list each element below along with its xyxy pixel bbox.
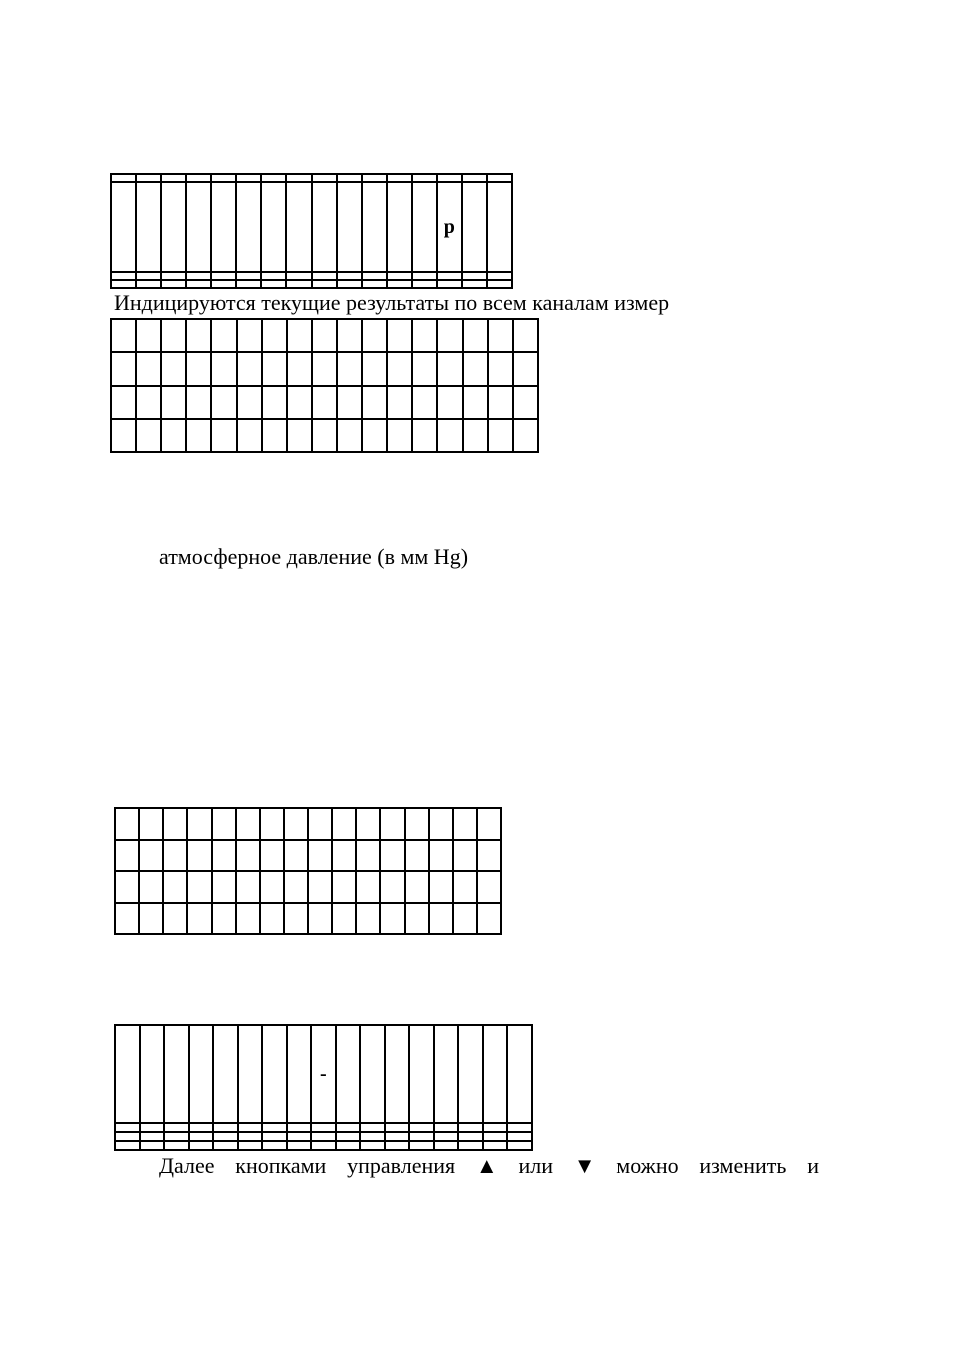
lcd-cell [356, 840, 380, 872]
lcd-cell-char: - [311, 1025, 336, 1123]
lcd-cell [186, 280, 211, 288]
lcd-row [115, 808, 501, 840]
word: изменить [699, 1153, 787, 1178]
lcd-cell [115, 871, 139, 903]
lcd-cell [412, 352, 437, 385]
lcd-cell [380, 808, 404, 840]
lcd-cell [213, 1025, 238, 1123]
lcd-cell [337, 386, 362, 419]
lcd-row [111, 419, 538, 452]
lcd-cell [362, 280, 387, 288]
paragraph-buttons [159, 1153, 819, 1179]
lcd-cell [115, 1132, 140, 1141]
lcd-cell [385, 1132, 410, 1141]
lcd-cell [261, 280, 286, 288]
lcd-cell [212, 903, 236, 935]
lcd-cell [140, 1141, 165, 1150]
lcd-cell [211, 319, 236, 352]
lcd-cell [409, 1025, 434, 1123]
lcd-cell [387, 419, 412, 452]
lcd-cell [136, 280, 161, 288]
lcd-cell [412, 319, 437, 352]
lcd-row [115, 903, 501, 935]
lcd-cell [483, 1025, 508, 1123]
lcd-cell [513, 319, 538, 352]
lcd-cell [312, 352, 337, 385]
lcd-cell [477, 903, 501, 935]
lcd-cell [453, 840, 477, 872]
lcd-cell [284, 808, 308, 840]
lcd-cell [336, 1141, 361, 1150]
lcd-cell [463, 386, 488, 419]
lcd-cell [312, 280, 337, 288]
lcd-cell [437, 319, 462, 352]
lcd-cell [487, 280, 512, 288]
lcd-cell [111, 319, 136, 352]
lcd-cell [236, 903, 260, 935]
lcd-cell [238, 1025, 263, 1123]
lcd-cell [437, 352, 462, 385]
lcd-cell [287, 1132, 312, 1141]
lcd-cell [405, 903, 429, 935]
lcd-cell [356, 808, 380, 840]
lcd-cell [362, 182, 387, 272]
lcd-cell [213, 1123, 238, 1132]
lcd-cell [211, 352, 236, 385]
lcd-cell [360, 1123, 385, 1132]
lcd-cell [311, 1132, 336, 1141]
lcd-cell [260, 871, 284, 903]
lcd-cell [312, 272, 337, 280]
lcd-cell [139, 903, 163, 935]
lcd-cell [260, 903, 284, 935]
lcd-cell [385, 1141, 410, 1150]
lcd-cell [163, 903, 187, 935]
lcd-cell [409, 1141, 434, 1150]
lcd-cell [115, 840, 139, 872]
lcd-cell [360, 1132, 385, 1141]
lcd-cell [236, 808, 260, 840]
lcd-cell [362, 419, 387, 452]
lcd-cell [462, 174, 487, 182]
word: кнопками [235, 1153, 327, 1178]
lcd-cell [362, 319, 387, 352]
lcd-cell [387, 386, 412, 419]
lcd-row [111, 174, 512, 182]
lcd-cell [284, 903, 308, 935]
lcd-cell [477, 840, 501, 872]
lcd-cell [337, 182, 362, 272]
lcd-cell [287, 319, 312, 352]
lcd-cell [312, 419, 337, 452]
lcd-cell [360, 1141, 385, 1150]
lcd-cell [336, 1132, 361, 1141]
lcd-cell [487, 174, 512, 182]
lcd-cell [286, 182, 311, 272]
lcd-cell [111, 280, 136, 288]
lcd-cell [136, 182, 161, 272]
word: ▼ [573, 1153, 596, 1178]
lcd-cell [163, 871, 187, 903]
lcd-cell [462, 182, 487, 272]
lcd-cell [513, 419, 538, 452]
lcd-cell [115, 903, 139, 935]
lcd-cell [332, 903, 356, 935]
lcd-cell [387, 319, 412, 352]
lcd-cell [139, 871, 163, 903]
lcd-cell [312, 386, 337, 419]
lcd-cell [111, 352, 136, 385]
lcd-cell [356, 871, 380, 903]
lcd-cell-char: р [437, 182, 462, 272]
lcd-cell [337, 419, 362, 452]
lcd-cell [161, 352, 186, 385]
lcd-cell [260, 840, 284, 872]
lcd-cell [437, 419, 462, 452]
lcd-cell [507, 1025, 532, 1123]
lcd-cell [380, 903, 404, 935]
lcd-cell [429, 903, 453, 935]
paragraph-indication: Индицируются текущие результаты по всем каналам измер [114, 290, 670, 315]
lcd-cell [362, 272, 387, 280]
lcd-cell [387, 182, 412, 272]
lcd-cell [262, 419, 287, 452]
lcd-cell [380, 871, 404, 903]
lcd-cell [453, 808, 477, 840]
lcd-cell [332, 840, 356, 872]
lcd-cell [161, 272, 186, 280]
lcd-cell [434, 1141, 459, 1150]
lcd-cell [186, 386, 211, 419]
lcd-cell [487, 182, 512, 272]
lcd-cell [139, 840, 163, 872]
lcd-cell [262, 319, 287, 352]
lcd-cell [462, 280, 487, 288]
lcd-cell [387, 352, 412, 385]
lcd-cell [477, 871, 501, 903]
lcd-cell [111, 386, 136, 419]
lcd-cell [236, 840, 260, 872]
lcd-cell [187, 903, 211, 935]
lcd-cell [507, 1123, 532, 1132]
lcd-cell [287, 419, 312, 452]
lcd-cell [287, 352, 312, 385]
lcd-cell [458, 1123, 483, 1132]
lcd-cell [453, 871, 477, 903]
lcd-cell [488, 386, 513, 419]
lcd-cell [488, 419, 513, 452]
lcd-cell [488, 352, 513, 385]
lcd-cell [189, 1025, 214, 1123]
word: и [807, 1153, 819, 1178]
lcd-cell [211, 386, 236, 419]
lcd-row [111, 280, 512, 288]
lcd-cell [405, 871, 429, 903]
lcd-cell [111, 419, 136, 452]
lcd-cell [262, 1025, 287, 1123]
lcd-cell [405, 840, 429, 872]
lcd-cell [483, 1141, 508, 1150]
lcd-cell [211, 182, 236, 272]
lcd-cell [405, 808, 429, 840]
lcd-cell [187, 840, 211, 872]
lcd-cell [261, 182, 286, 272]
lcd-cell [429, 871, 453, 903]
lcd-cell [211, 272, 236, 280]
lcd-cell [111, 272, 136, 280]
lcd-cell [477, 808, 501, 840]
lcd-row [111, 319, 538, 352]
lcd-cell [186, 419, 211, 452]
lcd-cell [409, 1123, 434, 1132]
lcd-cell [308, 840, 332, 872]
lcd-cell [161, 174, 186, 182]
lcd-cell [186, 174, 211, 182]
lcd-row [111, 182, 512, 272]
lcd-cell [136, 386, 161, 419]
lcd-row [115, 1141, 532, 1150]
lcd-cell [387, 280, 412, 288]
lcd-cell [140, 1123, 165, 1132]
lcd-cell [437, 280, 462, 288]
lcd-cell [115, 1123, 140, 1132]
lcd-cell [262, 1141, 287, 1150]
lcd-cell [111, 182, 136, 272]
lcd-cell [387, 174, 412, 182]
lcd-cell [163, 840, 187, 872]
lcd-cell [136, 174, 161, 182]
lcd-cell [136, 419, 161, 452]
lcd-cell [211, 174, 236, 182]
lcd-cell [212, 808, 236, 840]
lcd-cell [260, 808, 284, 840]
lcd-cell [412, 419, 437, 452]
lcd-cell [412, 280, 437, 288]
lcd-cell [237, 319, 262, 352]
lcd-cell [284, 840, 308, 872]
lcd-cell [286, 280, 311, 288]
lcd-cell [487, 272, 512, 280]
lcd-row [111, 272, 512, 280]
lcd-cell [237, 386, 262, 419]
lcd-cell [362, 174, 387, 182]
lcd-cell [312, 182, 337, 272]
lcd-cell [412, 386, 437, 419]
lcd-cell [186, 182, 211, 272]
lcd-cell [453, 903, 477, 935]
lcd-cell [380, 840, 404, 872]
lcd-cell [261, 272, 286, 280]
lcd-cell [437, 174, 462, 182]
lcd-cell [362, 386, 387, 419]
lcd-cell [337, 352, 362, 385]
lcd-cell [287, 1141, 312, 1150]
lcd-grid-2 [110, 318, 539, 453]
lcd-cell [164, 1132, 189, 1141]
lcd-cell [458, 1025, 483, 1123]
lcd-cell [507, 1132, 532, 1141]
lcd-cell [434, 1123, 459, 1132]
lcd-cell [312, 319, 337, 352]
lcd-row [115, 1123, 532, 1132]
lcd-cell [189, 1132, 214, 1141]
lcd-cell [161, 319, 186, 352]
lcd-row [115, 840, 501, 872]
lcd-cell [458, 1141, 483, 1150]
lcd-cell [513, 386, 538, 419]
lcd-cell [161, 182, 186, 272]
word: можно [616, 1153, 679, 1178]
lcd-cell [212, 840, 236, 872]
lcd-cell [412, 182, 437, 272]
lcd-cell [287, 1123, 312, 1132]
lcd-cell [161, 280, 186, 288]
lcd-cell [507, 1141, 532, 1150]
lcd-row [115, 871, 501, 903]
word: или [518, 1153, 553, 1178]
lcd-cell [136, 319, 161, 352]
lcd-cell [213, 1141, 238, 1150]
lcd-cell [163, 808, 187, 840]
lcd-cell [186, 272, 211, 280]
lcd-cell [136, 272, 161, 280]
lcd-cell [286, 174, 311, 182]
lcd-cell [236, 871, 260, 903]
lcd-cell [385, 1123, 410, 1132]
lcd-cell [211, 280, 236, 288]
lcd-cell [115, 808, 139, 840]
lcd-cell [262, 1123, 287, 1132]
lcd-cell [161, 386, 186, 419]
lcd-cell [387, 272, 412, 280]
lcd-cell [308, 808, 332, 840]
lcd-cell [337, 174, 362, 182]
lcd-cell [237, 419, 262, 452]
lcd-cell [483, 1123, 508, 1132]
lcd-cell [164, 1123, 189, 1132]
lcd-cell [311, 1141, 336, 1150]
lcd-cell [336, 1025, 361, 1123]
lcd-cell [462, 272, 487, 280]
lcd-cell [111, 174, 136, 182]
lcd-cell [437, 386, 462, 419]
lcd-cell [488, 319, 513, 352]
lcd-cell [139, 808, 163, 840]
lcd-cell [213, 1132, 238, 1141]
lcd-row [111, 386, 538, 419]
lcd-cell [308, 903, 332, 935]
lcd-cell [237, 352, 262, 385]
lcd-cell [332, 808, 356, 840]
lcd-cell [115, 1025, 140, 1123]
lcd-cell [336, 1123, 361, 1132]
lcd-cell [115, 1141, 140, 1150]
lcd-cell [356, 903, 380, 935]
lcd-cell [164, 1141, 189, 1150]
lcd-cell [189, 1123, 214, 1132]
word: Далее [159, 1153, 215, 1178]
lcd-cell [409, 1132, 434, 1141]
lcd-cell [337, 319, 362, 352]
lcd-cell [238, 1123, 263, 1132]
lcd-cell [429, 840, 453, 872]
lcd-cell [434, 1132, 459, 1141]
lcd-cell [140, 1132, 165, 1141]
lcd-cell [311, 1123, 336, 1132]
lcd-cell [164, 1025, 189, 1123]
lcd-cell [437, 272, 462, 280]
lcd-cell [211, 419, 236, 452]
lcd-cell [412, 174, 437, 182]
lcd-cell [513, 352, 538, 385]
lcd-row [111, 352, 538, 385]
lcd-cell [187, 871, 211, 903]
lcd-cell [429, 808, 453, 840]
lcd-cell [412, 272, 437, 280]
lcd-cell [337, 280, 362, 288]
lcd-cell [483, 1132, 508, 1141]
lcd-cell [434, 1025, 459, 1123]
lcd-cell [262, 386, 287, 419]
lcd-cell [236, 280, 261, 288]
lcd-cell [236, 272, 261, 280]
lcd-cell [287, 1025, 312, 1123]
lcd-cell [458, 1132, 483, 1141]
lcd-cell [212, 871, 236, 903]
lcd-cell [186, 352, 211, 385]
lcd-cell [362, 352, 387, 385]
paragraph-pressure: атмосферное давление (в мм Hg) [159, 544, 469, 569]
lcd-cell [189, 1141, 214, 1150]
lcd-cell [287, 386, 312, 419]
lcd-cell [308, 871, 332, 903]
lcd-cell [262, 352, 287, 385]
lcd-cell [284, 871, 308, 903]
lcd-cell [463, 419, 488, 452]
word: управления [347, 1153, 456, 1178]
lcd-cell [385, 1025, 410, 1123]
lcd-cell [238, 1132, 263, 1141]
lcd-cell [236, 182, 261, 272]
lcd-cell [261, 174, 286, 182]
lcd-cell [463, 319, 488, 352]
lcd-cell [136, 352, 161, 385]
lcd-cell [187, 808, 211, 840]
lcd-cell [360, 1025, 385, 1123]
lcd-cell [337, 272, 362, 280]
lcd-grid-1 [110, 173, 513, 289]
lcd-cell [140, 1025, 165, 1123]
lcd-cell [238, 1141, 263, 1150]
lcd-grid-4 [114, 1024, 533, 1151]
lcd-row [115, 1025, 532, 1123]
lcd-cell [332, 871, 356, 903]
lcd-row [115, 1132, 532, 1141]
lcd-grid-3 [114, 807, 502, 935]
lcd-cell [262, 1132, 287, 1141]
lcd-cell [186, 319, 211, 352]
lcd-cell [286, 272, 311, 280]
lcd-cell [463, 352, 488, 385]
lcd-cell [236, 174, 261, 182]
lcd-cell [312, 174, 337, 182]
word: ▲ [475, 1153, 498, 1178]
lcd-cell [161, 419, 186, 452]
